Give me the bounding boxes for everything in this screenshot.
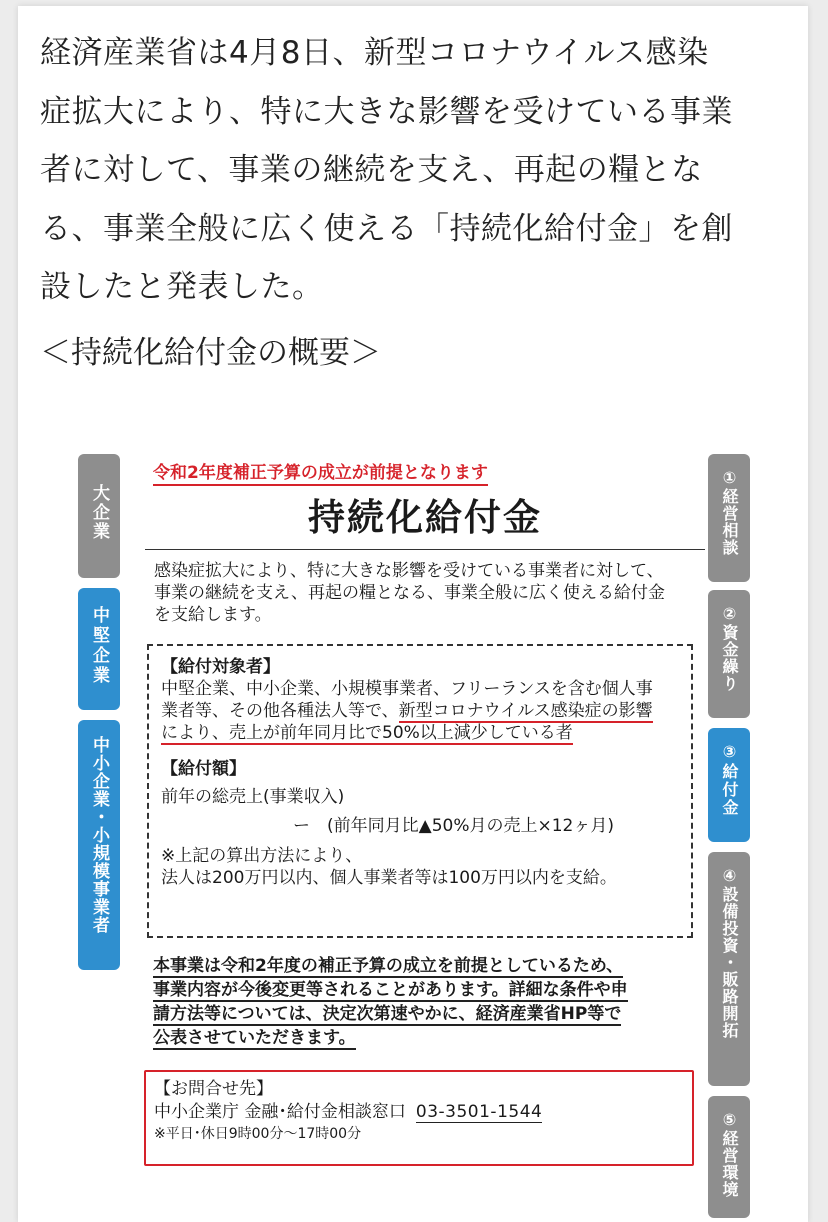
article-line: る、事業全般に広く使える「持続化給付金」を創	[40, 210, 733, 247]
article-card	[18, 6, 808, 1222]
right-tab-benefit	[708, 728, 750, 842]
intro-line: を支給します。	[154, 605, 272, 625]
target-line: 中堅企業、中小企業、小規模事業者、フリーランスを含む個人事	[161, 679, 653, 699]
notice-text: 事業内容が今後変更等されることがあります。詳細な条件や申	[153, 980, 628, 1000]
target-highlight: により、売上が前年同月比で50%以上減少している者	[161, 723, 573, 743]
article-line: 設したと発表した。	[40, 269, 324, 305]
amount-note: 法人は200万円以内、個人事業者等は100万円以内を支給。	[161, 868, 617, 888]
article-body	[40, 24, 792, 317]
article-line: 症拡大により、特に大きな影響を受けている事業	[40, 93, 733, 130]
section-title: ＜持続化給付金の概要＞	[40, 335, 381, 371]
contact-office: 中小企業庁 金融･給付金相談窓口	[154, 1102, 406, 1122]
target-text: 業者等、その他各種法人等で、	[161, 701, 399, 721]
contact-line	[154, 1101, 684, 1124]
target-highlight: 新型コロナウイルス感染症の影響	[398, 701, 653, 721]
flyer-title: 持続化給付金	[145, 486, 705, 550]
notice-text: 公表させていただきます。	[153, 1028, 356, 1048]
amount-heading: 【給付額】	[161, 759, 246, 779]
flyer-image	[18, 446, 808, 1222]
budget-notice	[153, 954, 693, 1050]
right-tab-environment	[708, 1096, 750, 1218]
prerequisite-note: 令和2年度補正予算の成立が前提となります	[153, 458, 488, 486]
article-line: 経済産業省は4月8日、新型コロナウイルス感染	[40, 35, 709, 71]
contact-phone[interactable]: 03-3501-1544	[415, 1102, 543, 1122]
tab-label: ③給付金	[720, 742, 739, 817]
right-tab-financing	[708, 590, 750, 718]
article-line: 者に対して、事業の継続を支え、再起の糧とな	[40, 152, 703, 188]
tab-label: 大企業	[89, 484, 109, 541]
tab-label: 中小企業・小規模事業者	[89, 736, 109, 934]
tab-label: ①経営相談	[720, 468, 739, 556]
tab-label: ②資金繰り	[720, 604, 739, 692]
target-line	[161, 700, 681, 722]
target-line	[161, 722, 681, 744]
tab-label: 中堅企業	[89, 606, 109, 686]
notice-line	[153, 1002, 693, 1026]
flyer-intro	[154, 560, 714, 626]
contact-box	[144, 1070, 694, 1166]
notice-text: 請方法等については、決定次第速やかに、経済産業省HP等で	[153, 1004, 622, 1024]
notice-line	[153, 978, 693, 1002]
notice-text: 本事業は令和2年度の補正予算の成立を前提としているため、	[153, 956, 624, 976]
intro-line: 感染症拡大により、特に大きな影響を受けている事業者に対して、	[154, 561, 664, 581]
amount-formula: ー (前年同月比▲50%月の売上×12ヶ月)	[293, 816, 614, 836]
contact-hours: ※平日･休日9時00分～17時00分	[154, 1126, 362, 1142]
left-tab-large-enterprise	[78, 454, 120, 578]
amount-line: 前年の総売上(事業収入)	[161, 787, 345, 807]
left-tab-midsize-enterprise	[78, 588, 120, 710]
notice-line	[153, 1026, 693, 1050]
tab-label: ⑤経営環境	[720, 1110, 739, 1198]
amount-note: ※上記の算出方法により、	[161, 846, 363, 866]
intro-line: 事業の継続を支え、再起の糧となる、事業全般に広く使える給付金	[154, 583, 666, 603]
target-heading: 【給付対象者】	[161, 657, 280, 677]
notice-line	[153, 954, 693, 978]
tab-label: ④設備投資・販路開拓	[720, 866, 739, 1039]
left-tab-small-business	[78, 720, 120, 970]
right-tab-management	[708, 454, 750, 582]
eligibility-box	[147, 644, 693, 938]
right-tab-investment	[708, 852, 750, 1086]
contact-heading: 【お問合せ先】	[154, 1079, 273, 1099]
